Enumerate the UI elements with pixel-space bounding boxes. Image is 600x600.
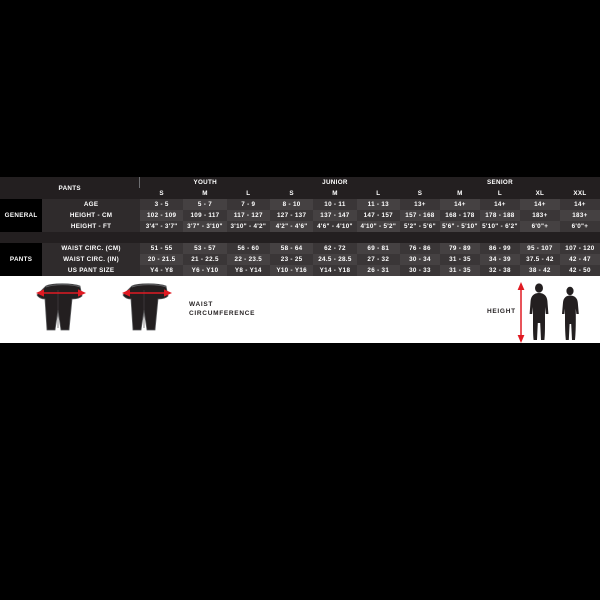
cell-value: 127 - 137 bbox=[270, 210, 313, 221]
size-chart-table bbox=[0, 177, 600, 276]
cell-value: 42 - 50 bbox=[560, 265, 600, 276]
cell-value: 157 - 168 bbox=[400, 210, 440, 221]
cell-value: 117 - 127 bbox=[227, 210, 270, 221]
cell-value: 147 - 157 bbox=[357, 210, 400, 221]
cell-value: Y8 - Y14 bbox=[227, 265, 270, 276]
cell-value: 3 - 5 bbox=[140, 199, 183, 210]
cell-value: 31 - 35 bbox=[440, 254, 480, 265]
cell-value: Y14 - Y18 bbox=[313, 265, 356, 276]
cell-value: 5 - 7 bbox=[183, 199, 226, 210]
row-label: HEIGHT - FT bbox=[42, 221, 140, 232]
cell-value: 24.5 - 28.5 bbox=[313, 254, 356, 265]
table-row bbox=[0, 254, 600, 265]
size-header-senior-l: L bbox=[480, 188, 520, 199]
cell-value: 14+ bbox=[440, 199, 480, 210]
waist-circumference-label bbox=[189, 300, 255, 318]
chart-header-row bbox=[0, 177, 600, 188]
cell-value: 14+ bbox=[520, 199, 560, 210]
size-chart-container bbox=[0, 177, 600, 343]
row-label: WAIST CIRC. (IN) bbox=[42, 254, 140, 265]
row-label: AGE bbox=[42, 199, 140, 210]
cell-value: 6'0"+ bbox=[520, 221, 560, 232]
cell-value: 23 - 25 bbox=[270, 254, 313, 265]
size-header-senior-s: S bbox=[400, 188, 440, 199]
person-figure-female bbox=[562, 287, 579, 340]
cell-value: 5'10" - 6'2" bbox=[480, 221, 520, 232]
cell-value: 21 - 22.5 bbox=[183, 254, 226, 265]
cell-value: 137 - 147 bbox=[313, 210, 356, 221]
size-header-junior-l: L bbox=[357, 188, 400, 199]
size-header-senior-xxl: XXL bbox=[560, 188, 600, 199]
cell-value: 56 - 60 bbox=[227, 243, 270, 254]
cell-value: 30 - 34 bbox=[400, 254, 440, 265]
cell-value: 109 - 117 bbox=[183, 210, 226, 221]
cell-value: 178 - 188 bbox=[480, 210, 520, 221]
cell-value: 62 - 72 bbox=[313, 243, 356, 254]
table-row bbox=[0, 243, 600, 254]
cell-value: 5'6" - 5'10" bbox=[440, 221, 480, 232]
waist-label-line2: CIRCUMFERENCE bbox=[189, 310, 256, 317]
cell-value: 4'10" - 5'2" bbox=[357, 221, 400, 232]
person-figure-male bbox=[530, 283, 549, 340]
cell-value: 4'2" - 4'6" bbox=[270, 221, 313, 232]
cell-value: 5'2" - 5'6" bbox=[400, 221, 440, 232]
cell-value: 95 - 107 bbox=[520, 243, 560, 254]
cell-value: 58 - 64 bbox=[270, 243, 313, 254]
row-label: HEIGHT - CM bbox=[42, 210, 140, 221]
cell-value: 30 - 33 bbox=[400, 265, 440, 276]
size-header-youth-m: M bbox=[183, 188, 226, 199]
cell-value: 14+ bbox=[480, 199, 520, 210]
cell-value: 26 - 31 bbox=[357, 265, 400, 276]
cell-value: 3'7" - 3'10" bbox=[183, 221, 226, 232]
cell-value: 69 - 81 bbox=[357, 243, 400, 254]
cell-value: 102 - 109 bbox=[140, 210, 183, 221]
cell-value: 3'10" - 4'2" bbox=[227, 221, 270, 232]
size-header-junior-s: S bbox=[270, 188, 313, 199]
cell-value: 13+ bbox=[400, 199, 440, 210]
table-row bbox=[0, 265, 600, 276]
cell-value: 183+ bbox=[560, 210, 600, 221]
cell-value: 6'0"+ bbox=[560, 221, 600, 232]
height-label: HEIGHT bbox=[487, 308, 516, 315]
cell-value: 51 - 55 bbox=[140, 243, 183, 254]
row-label: WAIST CIRC. (CM) bbox=[42, 243, 140, 254]
cell-value: 8 - 10 bbox=[270, 199, 313, 210]
size-header-youth-s: S bbox=[140, 188, 183, 199]
cell-value: 10 - 11 bbox=[313, 199, 356, 210]
cell-value: 32 - 38 bbox=[480, 265, 520, 276]
size-header-senior-m: M bbox=[440, 188, 480, 199]
cell-value: 14+ bbox=[560, 199, 600, 210]
cell-value: 4'6" - 4'10" bbox=[313, 221, 356, 232]
category-label-general: GENERAL bbox=[0, 199, 42, 232]
cell-value: 183+ bbox=[520, 210, 560, 221]
measurement-illustration bbox=[0, 276, 600, 343]
cell-value: 53 - 57 bbox=[183, 243, 226, 254]
waist-label-line1: WAIST bbox=[189, 301, 214, 308]
cell-value: 27 - 32 bbox=[357, 254, 400, 265]
table-row bbox=[0, 199, 600, 210]
row-label: US PANT SIZE bbox=[42, 265, 140, 276]
group-header-youth: YOUTH bbox=[140, 177, 270, 188]
size-header-youth-l: L bbox=[227, 188, 270, 199]
cell-value: 37.5 - 42 bbox=[520, 254, 560, 265]
table-row bbox=[0, 210, 600, 221]
cell-value: 79 - 89 bbox=[440, 243, 480, 254]
cell-value: 107 - 120 bbox=[560, 243, 600, 254]
cell-value: 11 - 13 bbox=[357, 199, 400, 210]
size-header-senior-xl: XL bbox=[520, 188, 560, 199]
cell-value: 3'4" - 3'7" bbox=[140, 221, 183, 232]
cell-value: 22 - 23.5 bbox=[227, 254, 270, 265]
group-header-senior: SENIOR bbox=[400, 177, 600, 188]
category-label-pants: PANTS bbox=[0, 243, 42, 276]
cell-value: 168 - 178 bbox=[440, 210, 480, 221]
cell-value: Y10 - Y16 bbox=[270, 265, 313, 276]
cell-value: 76 - 86 bbox=[400, 243, 440, 254]
section-separator bbox=[0, 232, 600, 243]
group-header-junior: JUNIOR bbox=[270, 177, 400, 188]
table-row bbox=[0, 221, 600, 232]
cell-value: 20 - 21.5 bbox=[140, 254, 183, 265]
cell-value: 86 - 99 bbox=[480, 243, 520, 254]
cell-value: 34 - 39 bbox=[480, 254, 520, 265]
cell-value: Y4 - Y8 bbox=[140, 265, 183, 276]
cell-value: 38 - 42 bbox=[520, 265, 560, 276]
cell-value: 42 - 47 bbox=[560, 254, 600, 265]
page-title: PANTS bbox=[0, 177, 140, 199]
size-header-junior-m: M bbox=[313, 188, 356, 199]
cell-value: 31 - 35 bbox=[440, 265, 480, 276]
cell-value: 7 - 9 bbox=[227, 199, 270, 210]
height-arrow bbox=[518, 282, 525, 343]
cell-value: Y6 - Y10 bbox=[183, 265, 226, 276]
